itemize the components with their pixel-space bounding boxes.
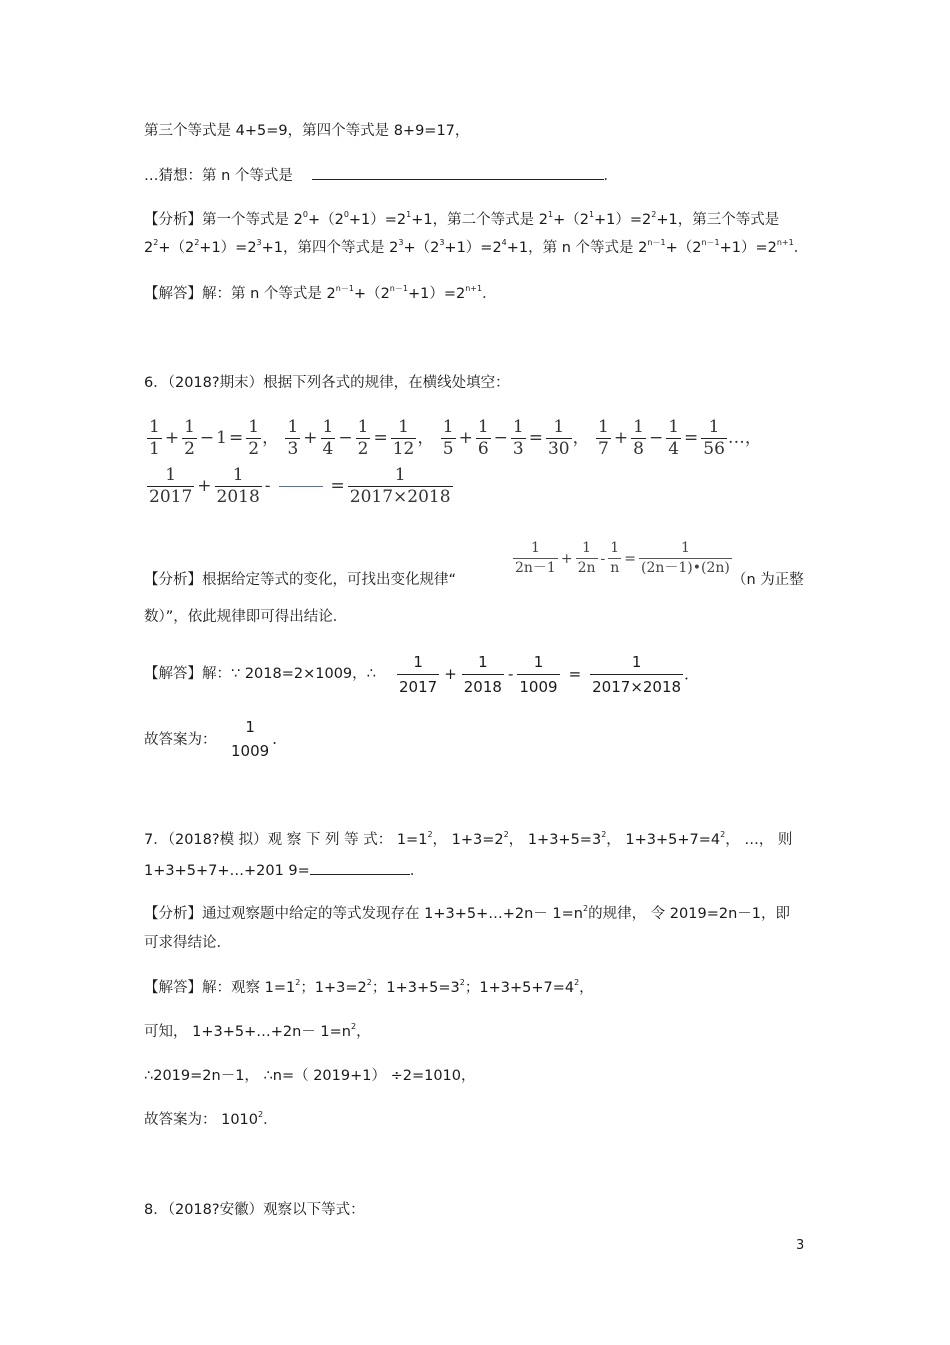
fraction: $\frac{1}{30}$ [547, 417, 570, 459]
fraction: $\frac{1}{2}$ [248, 417, 260, 459]
question-6-title: 6．（2018?期末）根据下列各式的规律，在横线处填空： [144, 375, 510, 391]
fraction: $\frac{1}{2017}$ [399, 653, 438, 696]
fraction: $\frac{1}{2n-1}$ [515, 540, 556, 576]
fraction: $\frac{1}{1}$ [149, 417, 160, 459]
fraction: $\frac{1}{2018}$ [216, 465, 260, 507]
fraction: $\frac{1}{4}$ [322, 417, 334, 459]
fraction: $\frac{1}{7}$ [598, 417, 609, 459]
fraction: $\frac{1}{2018}$ [463, 653, 502, 696]
solution-7-line-3: ∴2019=2n－1， ∴n=（ 2019+1） ÷2=1010， [144, 1068, 476, 1084]
fraction: $\frac{1}{5}$ [442, 417, 454, 459]
analysis-6-line-1-end: （n 为正整 [732, 572, 804, 588]
fraction: $\frac{1}{3}$ [512, 417, 524, 459]
question-8-title: 8．（2018?安徽）观察以下等式： [144, 1202, 365, 1218]
solution-5: 【解答】解：第 n 个等式是 $2^{n-1}+(2^{n-1}+1)=2^{n+1}$． [144, 284, 497, 302]
analysis-5-line-1: 【分析】第一个等式是 $2^0+(2^0+1)=2^1+1$，第二个等式是 $2^1+(2^1+1)=2^2+1$，第三个等式是 [144, 210, 780, 228]
question-7-line-1: 7．（2018?模 拟）观 察 下 列 等 式： $1=1^2$， $1+3=2^2$， $1+3+5=3^2$， $1+3+5+7=4^2$， …， 则 [144, 830, 793, 848]
analysis-label: 【分析】 [144, 572, 202, 588]
paragraph-guess [144, 165, 618, 186]
fraction: $\frac{1}{(2n-1)•(2n)}$ [641, 540, 730, 576]
analysis-6-formula: $\frac{1}{2n-1}$ + $\frac{1}{2n}$ - $\frac{1}{n}$ = $\frac{1}{(2n-1)•(2n)}$ [515, 540, 730, 576]
guess-text: …猜想：第 n 个等式是 [144, 168, 293, 184]
fraction: $\frac{1}{56}$ [703, 417, 725, 459]
fill-in-blank [279, 486, 323, 487]
fraction: $\frac{1}{2017}$ [149, 465, 193, 507]
page-number: 3 [796, 1238, 805, 1253]
solution-label: 【解答】 [144, 666, 202, 682]
fraction: $\frac{1}{3}$ [287, 417, 299, 459]
analysis-label: 【分析】 [144, 212, 202, 228]
solution-6-text: 【解答】解：∵ 2018=2×1009，∴ [144, 666, 376, 682]
question-6-equations: $\frac{1}{1}$ + $\frac{1}{2}$ − 1 = $\frac{1}{2}$ ， $\frac{1}{3}$ + $\frac{1}{4}$ − $\frac{1}{2}$ = $\frac{1}{12}$ ， $\frac{1}{5}$ + $\frac{1}{6}$ − $\frac{1}{3}$ = $\frac{1}{30}$ ， $\frac{1}{7}$ + $\frac{1}{8}$ − $\frac{1}{4}$ = $\frac{1}{56}$ …， [149, 417, 762, 459]
fraction: $\frac{1}{2n}$ [577, 540, 596, 576]
question-6-target-equation: $\frac{1}{2017}$ + $\frac{1}{2018}$ - = $\frac{1}{2017\times 2018}$ [149, 465, 451, 507]
answer-blank [310, 860, 410, 875]
fraction: $\frac{1}{2}$ [184, 417, 195, 459]
solution-label: 【解答】 [144, 980, 202, 996]
fraction: $\frac{1}{2017\times 2018}$ [592, 653, 682, 696]
fraction: $\frac{1}{2}$ [357, 417, 369, 459]
guess-end: ． [603, 168, 619, 184]
fraction: $\frac{1}{4}$ [668, 417, 680, 459]
fraction: $\frac{1}{12}$ [392, 417, 415, 459]
solution-6-formula: $\frac{1}{2017}$ + $\frac{1}{2018}$ - $\frac{1}{1009}$ = $\frac{1}{2017\times 2018}$ ． [399, 653, 700, 696]
analysis-6-line-2: 数）”，依此规律即可得出结论． [144, 609, 348, 625]
fraction: $\frac{1}{6}$ [477, 417, 489, 459]
answer-blank [312, 165, 604, 180]
analysis-7-line-2: 可求得结论． [144, 935, 231, 951]
answer-7: 故答案为： 1010$^2$． [144, 1110, 278, 1128]
analysis-7-line-1: 【分析】通过观察题中给定的等式发现存在 1+3+5+…+2n－ $1=n^2$的规律， 令 2019=2n－1，即 [144, 904, 790, 922]
analysis-5-line-2: $2^2+(2^2+1)=2^3+1$，第四个等式是 $2^3+(2^3+1)=2^4+1$，第 n 个等式是 $2^{n-1}+(2^{n-1}+1)=2^{n+1}$． [144, 238, 809, 256]
solution-7-line-2: 可知， 1+3+5+…+2n－ $1=n^2$， [144, 1022, 371, 1040]
analysis-6-line-1: 【分析】根据给定等式的变化，可找出变化规律“ [144, 572, 457, 588]
paragraph-eq-3-4: 第三个等式是 4+5=9，第四个等式是 8+9=17， [144, 123, 470, 139]
analysis-label: 【分析】 [144, 906, 202, 922]
question-7-line-2: 1+3+5+7+…+201 9= ． [144, 860, 424, 881]
fraction: $\frac{1}{1009}$ [519, 653, 558, 696]
fraction: $\frac{1}{8}$ [633, 417, 644, 459]
solution-7-line-1: 【解答】解：观察 $1=1^2$；$1+3=2^2$；$1+3+5=3^2$；$1+3+5+7=4^2$， [144, 978, 594, 996]
answer-6-fraction: 1 1009 ． [231, 718, 288, 760]
answer-6-text: 故答案为： [144, 732, 217, 748]
fraction: $\frac{1}{2017\times 2018}$ [349, 465, 451, 507]
fraction: 1 1009 [231, 718, 270, 760]
fraction: $\frac{1}{n}$ [610, 540, 620, 576]
solution-label: 【解答】 [144, 286, 202, 302]
